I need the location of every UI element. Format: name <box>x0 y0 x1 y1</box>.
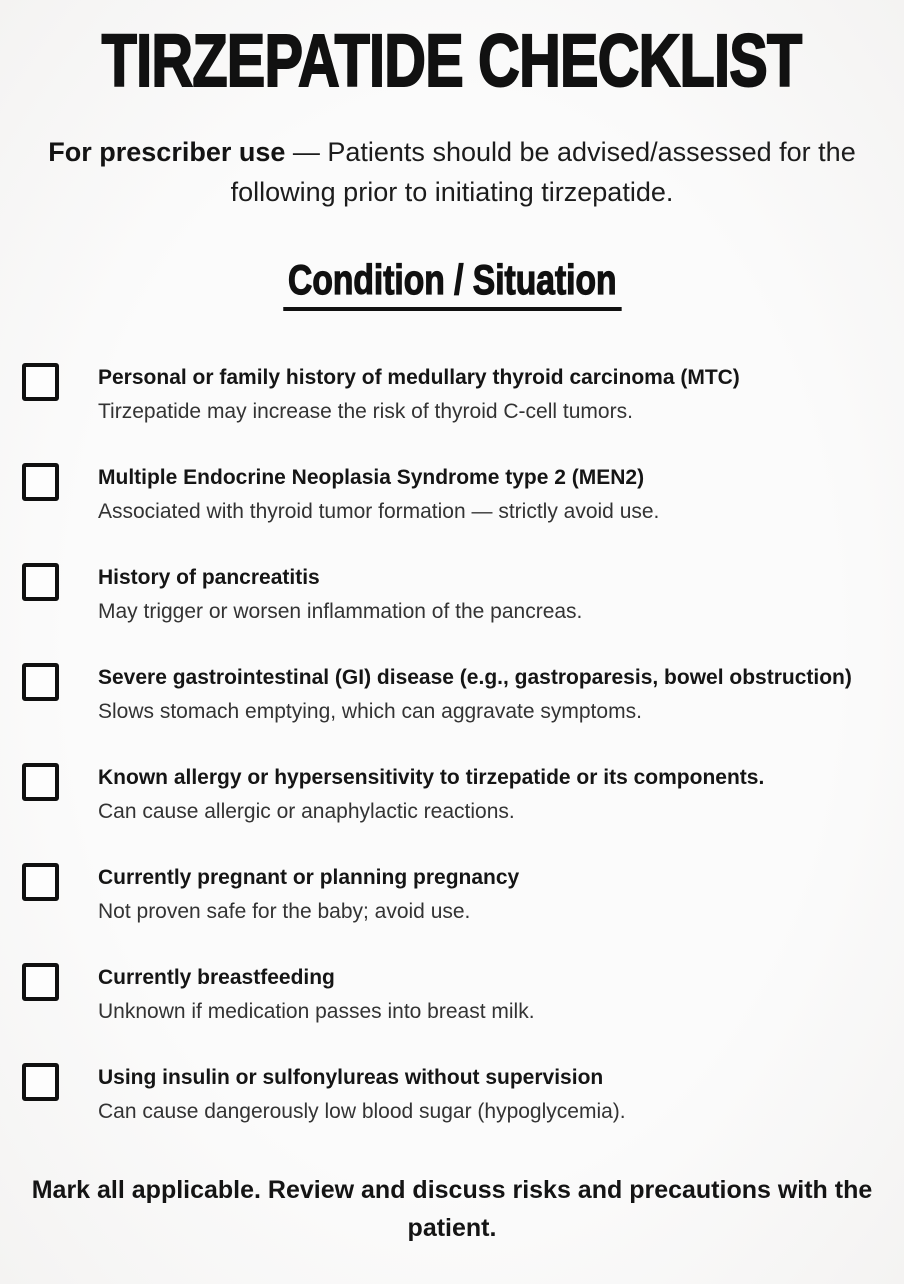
checklist-item <box>0 361 904 429</box>
item-text <box>98 561 582 629</box>
item-title: Known allergy or hypersensitivity to tirzepatide or its components. <box>98 766 765 789</box>
item-description: Slows stomach emptying, which can aggravate symptoms. <box>98 700 642 723</box>
item-title: Personal or family history of medullary thyroid carcinoma (MTC) <box>98 366 740 389</box>
checkbox-men2[interactable] <box>22 463 59 501</box>
item-title: Severe gastrointestinal (GI) disease (e.g., gastroparesis, bowel obstruction) <box>98 666 852 689</box>
item-description: Unknown if medication passes into breast milk. <box>98 1000 535 1023</box>
checklist-item <box>0 661 904 729</box>
checklist-item <box>0 761 904 829</box>
checkbox-pregnancy[interactable] <box>22 863 59 901</box>
page-title: TIRZEPATIDE CHECKLIST <box>102 19 802 102</box>
footer-note: Mark all applicable. Review and discuss risks and precautions with the patient. <box>31 1176 873 1242</box>
checklist-item <box>0 561 904 629</box>
item-title: Multiple Endocrine Neoplasia Syndrome type 2 (MEN2) <box>98 466 645 489</box>
item-description: Tirzepatide may increase the risk of thyroid C-cell tumors. <box>98 400 633 423</box>
checklist-item <box>0 961 904 1029</box>
item-title: History of pancreatitis <box>98 566 320 589</box>
checkbox-allergy[interactable] <box>22 763 59 801</box>
item-description: Can cause dangerously low blood sugar (hypoglycemia). <box>98 1100 626 1123</box>
checklist <box>0 361 904 1129</box>
checkbox-mtc-history[interactable] <box>22 363 59 401</box>
subtitle <box>22 132 882 212</box>
subtitle-rest: — Patients should be advised/assessed for the following prior to initiating tirzepatide. <box>230 137 856 207</box>
item-description: May trigger or worsen inflammation of the pancreas. <box>98 600 583 623</box>
item-title: Currently pregnant or planning pregnancy <box>98 866 520 889</box>
item-description: Can cause allergic or anaphylactic reactions. <box>98 800 515 823</box>
checklist-item <box>0 1061 904 1129</box>
item-text <box>98 761 764 829</box>
item-title: Using insulin or sulfonylureas without supervision <box>98 1066 604 1089</box>
item-description: Not proven safe for the baby; avoid use. <box>98 900 471 923</box>
checkbox-pancreatitis[interactable] <box>22 563 59 601</box>
item-text <box>98 461 659 529</box>
subtitle-bold-lead: For prescriber use <box>48 137 286 167</box>
item-title: Currently breastfeeding <box>98 966 335 989</box>
section-heading-wrap <box>0 256 904 311</box>
checkbox-gi-disease[interactable] <box>22 663 59 701</box>
checkbox-breastfeeding[interactable] <box>22 963 59 1001</box>
item-description: Associated with thyroid tumor formation — strictly avoid use. <box>98 500 660 523</box>
item-text <box>98 861 519 929</box>
checkbox-insulin-sulfonylureas[interactable] <box>22 1063 59 1101</box>
item-text <box>98 361 740 429</box>
checklist-item <box>0 861 904 929</box>
section-heading: Condition / Situation <box>283 256 621 311</box>
item-text <box>98 661 852 729</box>
item-text <box>98 1061 626 1129</box>
item-text <box>98 961 535 1029</box>
checklist-item <box>0 461 904 529</box>
header <box>0 19 904 102</box>
